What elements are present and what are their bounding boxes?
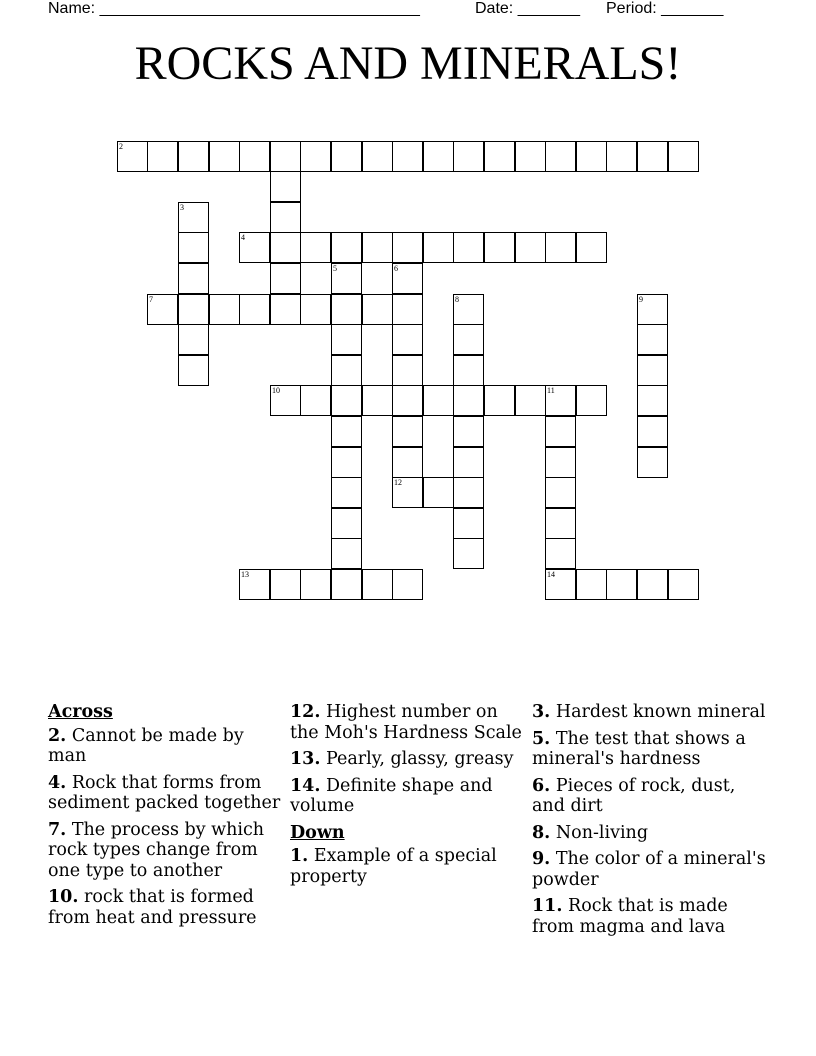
crossword-cell[interactable] bbox=[545, 141, 576, 172]
crossword-cell[interactable] bbox=[331, 477, 362, 508]
crossword-cell[interactable] bbox=[239, 569, 270, 600]
crossword-cell[interactable] bbox=[209, 141, 240, 172]
cell-number: 8 bbox=[455, 295, 459, 304]
crossword-cell[interactable] bbox=[668, 141, 699, 172]
crossword-cell[interactable] bbox=[270, 569, 301, 600]
cell-number: 11 bbox=[547, 386, 555, 395]
crossword-cell[interactable] bbox=[117, 141, 148, 172]
crossword-cell[interactable] bbox=[331, 508, 362, 539]
crossword-cell[interactable] bbox=[453, 355, 484, 386]
crossword-cell[interactable] bbox=[637, 355, 668, 386]
clue-number: 11. bbox=[532, 896, 563, 916]
clue-text: Highest number on the Moh's Hardness Scale bbox=[290, 702, 522, 743]
clue-down-5 bbox=[532, 729, 768, 770]
crossword-cell[interactable] bbox=[453, 385, 484, 416]
crossword-cell[interactable] bbox=[270, 232, 301, 263]
crossword-cell[interactable] bbox=[331, 538, 362, 569]
crossword-cell[interactable] bbox=[392, 294, 423, 325]
clue-across-12 bbox=[290, 702, 526, 743]
crossword-cell[interactable] bbox=[178, 141, 209, 172]
clue-across-10 bbox=[48, 887, 284, 928]
crossword-cell[interactable] bbox=[606, 569, 637, 600]
crossword-cell[interactable] bbox=[331, 447, 362, 478]
crossword-cell[interactable] bbox=[270, 385, 301, 416]
crossword-cell[interactable] bbox=[362, 294, 393, 325]
clue-text: The process by which rock types change from one type to another bbox=[48, 819, 265, 881]
crossword-cell[interactable] bbox=[270, 294, 301, 325]
clue-down-1 bbox=[290, 846, 526, 887]
crossword-cell[interactable] bbox=[484, 385, 515, 416]
crossword-cell[interactable] bbox=[576, 569, 607, 600]
cell-number: 12 bbox=[394, 478, 402, 487]
crossword-cell[interactable] bbox=[362, 385, 393, 416]
clue-number: 8. bbox=[532, 822, 551, 843]
page-title: ROCKS AND MINERALS! bbox=[134, 37, 682, 90]
crossword-cell[interactable] bbox=[331, 232, 362, 263]
clue-text: Rock that is made from magma and lava bbox=[532, 896, 728, 937]
crossword-cell[interactable] bbox=[515, 141, 546, 172]
clue-text: rock that is formed from heat and pressure bbox=[48, 887, 257, 928]
clue-down-3 bbox=[532, 702, 768, 723]
crossword-cell[interactable] bbox=[453, 294, 484, 325]
crossword-cell[interactable] bbox=[331, 141, 362, 172]
crossword-cell[interactable] bbox=[178, 232, 209, 263]
cell-number: 14 bbox=[547, 570, 555, 579]
crossword-cell[interactable] bbox=[484, 141, 515, 172]
clue-column-2 bbox=[290, 702, 526, 893]
crossword-cell[interactable] bbox=[668, 569, 699, 600]
clue-down-9 bbox=[532, 849, 768, 890]
crossword-cell[interactable] bbox=[637, 324, 668, 355]
clue-across-7 bbox=[48, 820, 284, 882]
cell-number: 4 bbox=[241, 233, 245, 242]
crossword-cell[interactable] bbox=[392, 385, 423, 416]
clue-text: The test that shows a mineral's hardness bbox=[532, 728, 746, 769]
crossword-cell[interactable] bbox=[392, 324, 423, 355]
cell-number: 9 bbox=[639, 295, 643, 304]
clue-number: 2. bbox=[48, 725, 67, 746]
crossword-cell[interactable] bbox=[270, 141, 301, 172]
crossword-cell[interactable] bbox=[178, 324, 209, 355]
clue-column-1 bbox=[48, 702, 284, 934]
crossword-cell[interactable] bbox=[453, 416, 484, 447]
crossword-cell[interactable] bbox=[392, 447, 423, 478]
crossword-cell[interactable] bbox=[545, 477, 576, 508]
cell-number: 5 bbox=[333, 264, 337, 273]
clue-text: Pieces of rock, dust, and dirt bbox=[532, 775, 736, 816]
crossword-cell[interactable] bbox=[178, 294, 209, 325]
crossword-cell[interactable] bbox=[239, 141, 270, 172]
crossword-cell[interactable] bbox=[637, 447, 668, 478]
clue-text: The color of a mineral's powder bbox=[532, 849, 766, 890]
crossword-cell[interactable] bbox=[300, 294, 331, 325]
clue-text: Hardest known mineral bbox=[550, 702, 766, 722]
crossword-cell[interactable] bbox=[637, 416, 668, 447]
clue-number: 14. bbox=[290, 775, 321, 796]
crossword-cell[interactable] bbox=[392, 355, 423, 386]
clue-across-4 bbox=[48, 773, 284, 814]
clue-down-6 bbox=[532, 776, 768, 817]
crossword-cell[interactable] bbox=[637, 141, 668, 172]
crossword-cell[interactable] bbox=[300, 385, 331, 416]
crossword-cell[interactable] bbox=[331, 324, 362, 355]
crossword-cell[interactable] bbox=[239, 232, 270, 263]
clue-number: 6. bbox=[532, 775, 551, 796]
crossword-cell[interactable] bbox=[392, 263, 423, 294]
crossword-cell[interactable] bbox=[484, 232, 515, 263]
cell-number: 2 bbox=[119, 142, 123, 151]
crossword-cell[interactable] bbox=[576, 232, 607, 263]
crossword-cell[interactable] bbox=[515, 232, 546, 263]
crossword-cell[interactable] bbox=[453, 477, 484, 508]
clue-text: Definite shape and volume bbox=[290, 775, 493, 816]
crossword-cell[interactable] bbox=[362, 232, 393, 263]
date-field-label: Date: _______ bbox=[475, 0, 580, 17]
crossword-cell[interactable] bbox=[331, 263, 362, 294]
clue-down-11 bbox=[532, 896, 768, 937]
crossword-cell[interactable] bbox=[453, 447, 484, 478]
crossword-cell[interactable] bbox=[576, 141, 607, 172]
clue-column-3 bbox=[532, 702, 768, 943]
crossword-cell[interactable] bbox=[209, 294, 240, 325]
clue-number: 3. bbox=[532, 702, 551, 722]
crossword-cell[interactable] bbox=[300, 141, 331, 172]
cell-number: 10 bbox=[272, 386, 280, 395]
clue-text: Example of a special property bbox=[290, 846, 497, 887]
clue-text: Rock that forms from sediment packed together bbox=[48, 772, 281, 813]
clue-number: 7. bbox=[48, 819, 67, 840]
crossword-cell[interactable] bbox=[178, 263, 209, 294]
crossword-cell[interactable] bbox=[270, 202, 301, 233]
crossword-cell[interactable] bbox=[331, 416, 362, 447]
clue-number: 4. bbox=[48, 772, 67, 793]
clue-across-14 bbox=[290, 776, 526, 817]
crossword-cell[interactable] bbox=[423, 141, 454, 172]
crossword-cell[interactable] bbox=[423, 477, 454, 508]
crossword-cell[interactable] bbox=[545, 232, 576, 263]
crossword-cell[interactable] bbox=[392, 232, 423, 263]
crossword-cell[interactable] bbox=[423, 385, 454, 416]
crossword-cell[interactable] bbox=[545, 416, 576, 447]
crossword-cell[interactable] bbox=[362, 141, 393, 172]
crossword-cell[interactable] bbox=[331, 569, 362, 600]
crossword-cell[interactable] bbox=[545, 447, 576, 478]
clue-text: Cannot be made by man bbox=[48, 725, 244, 766]
name-field-label: Name: ____________________________________ bbox=[48, 0, 420, 17]
clue-across-13 bbox=[290, 749, 526, 770]
crossword-cell[interactable] bbox=[392, 416, 423, 447]
cell-number: 7 bbox=[149, 295, 153, 304]
crossword-cell[interactable] bbox=[515, 385, 546, 416]
clue-number: 1. bbox=[290, 846, 309, 866]
crossword-cell[interactable] bbox=[331, 385, 362, 416]
crossword-cell[interactable] bbox=[453, 141, 484, 172]
crossword-cell[interactable] bbox=[362, 569, 393, 600]
crossword-cell[interactable] bbox=[453, 538, 484, 569]
crossword-cell[interactable] bbox=[270, 263, 301, 294]
clue-number: 13. bbox=[290, 749, 321, 769]
clue-across-2 bbox=[48, 726, 284, 767]
crossword-cell[interactable] bbox=[392, 141, 423, 172]
crossword-cell[interactable] bbox=[545, 569, 576, 600]
crossword-cell[interactable] bbox=[453, 508, 484, 539]
clue-number: 12. bbox=[290, 702, 321, 722]
crossword-cell[interactable] bbox=[331, 355, 362, 386]
crossword-cell[interactable] bbox=[270, 171, 301, 202]
crossword-cell[interactable] bbox=[453, 232, 484, 263]
crossword-cell[interactable] bbox=[637, 569, 668, 600]
crossword-cell[interactable] bbox=[147, 294, 178, 325]
crossword-cell[interactable] bbox=[545, 385, 576, 416]
cell-number: 6 bbox=[394, 264, 398, 273]
crossword-cell[interactable] bbox=[331, 294, 362, 325]
period-field-label: Period: _______ bbox=[606, 0, 724, 17]
crossword-cell[interactable] bbox=[545, 538, 576, 569]
clue-number: 10. bbox=[48, 887, 79, 907]
crossword-cell[interactable] bbox=[545, 508, 576, 539]
clue-down-8 bbox=[532, 823, 768, 844]
crossword-cell[interactable] bbox=[300, 569, 331, 600]
clue-text: Pearly, glassy, greasy bbox=[320, 749, 514, 769]
clue-text: Non-living bbox=[550, 822, 649, 843]
clue-number: 9. bbox=[532, 849, 551, 869]
crossword-cell[interactable] bbox=[239, 294, 270, 325]
crossword-cell[interactable] bbox=[637, 294, 668, 325]
crossword-cell[interactable] bbox=[423, 232, 454, 263]
crossword-cell[interactable] bbox=[576, 385, 607, 416]
crossword-cell[interactable] bbox=[392, 477, 423, 508]
crossword-cell[interactable] bbox=[178, 355, 209, 386]
clue-number: 5. bbox=[532, 728, 551, 749]
crossword-cell[interactable] bbox=[178, 202, 209, 233]
crossword-cell[interactable] bbox=[300, 232, 331, 263]
crossword-cell[interactable] bbox=[392, 569, 423, 600]
cell-number: 3 bbox=[180, 203, 184, 212]
across-heading: Across bbox=[48, 702, 113, 722]
crossword-cell[interactable] bbox=[147, 141, 178, 172]
crossword-cell[interactable] bbox=[637, 385, 668, 416]
crossword-cell[interactable] bbox=[453, 324, 484, 355]
cell-number: 13 bbox=[241, 570, 249, 579]
crossword-cell[interactable] bbox=[606, 141, 637, 172]
down-heading: Down bbox=[290, 822, 345, 843]
